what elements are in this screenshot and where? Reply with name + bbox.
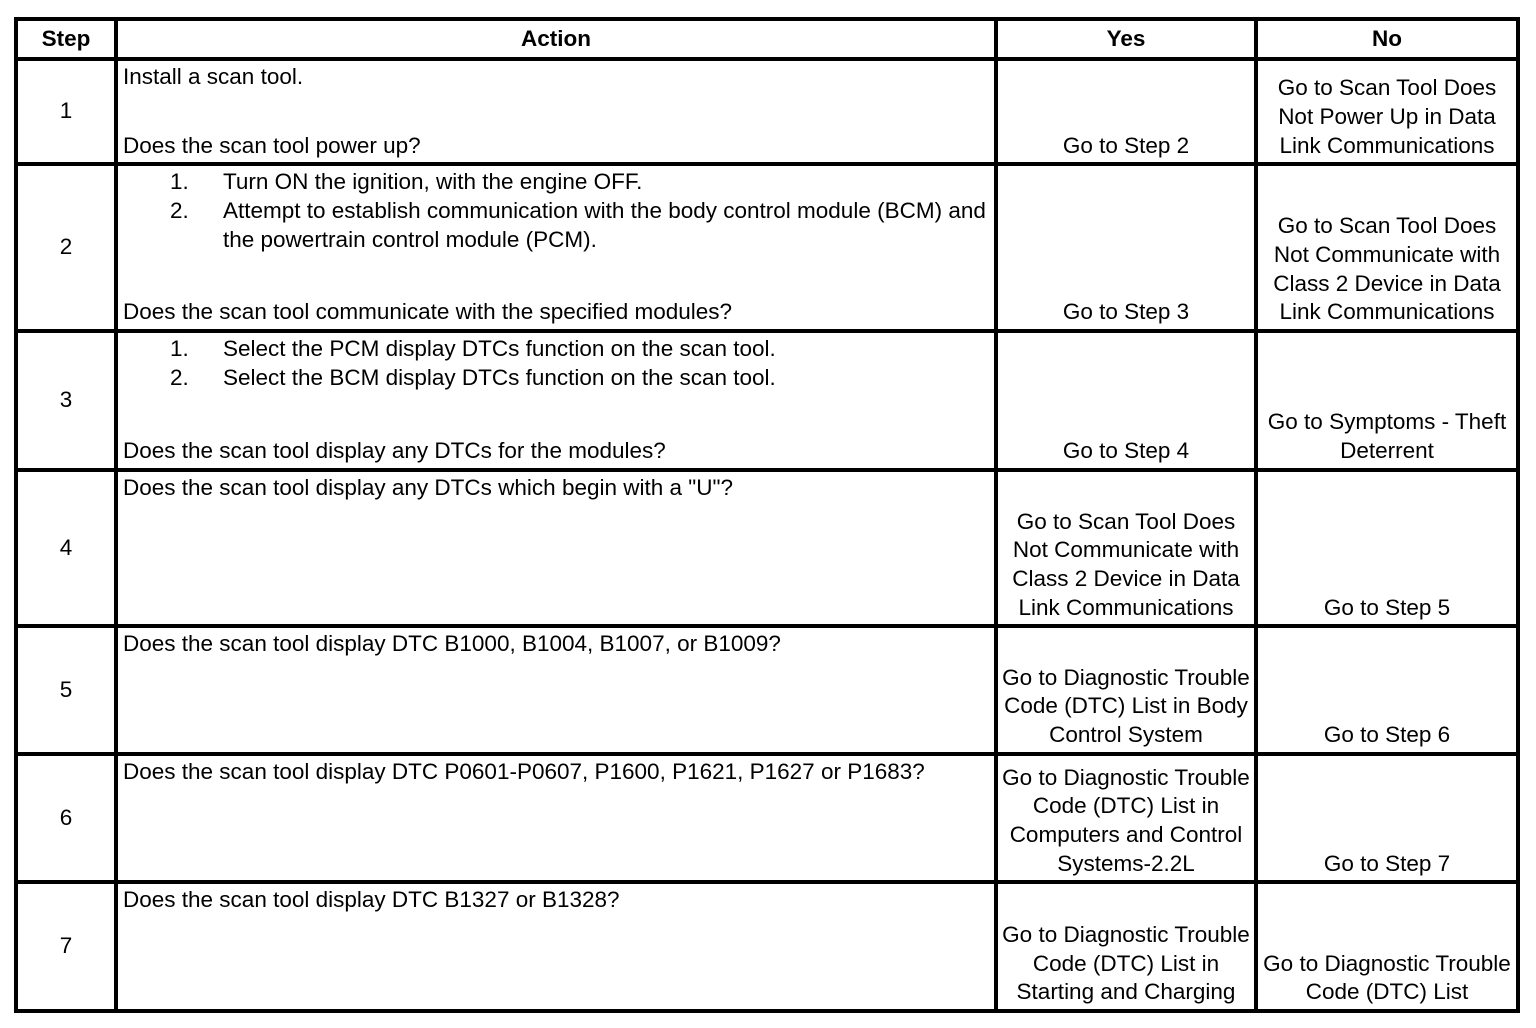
- table-row: [16, 331, 1518, 470]
- no-cell: Go to Scan Tool Does Not Communicate with Class 2 Device in Data Link Communications: [1256, 164, 1518, 331]
- action-cell: [116, 754, 996, 883]
- action-question: Does the scan tool display DTC B1327 or B1328?: [123, 887, 620, 913]
- substep-item: Select the BCM display DTCs function on the scan tool.: [223, 364, 776, 390]
- action-question: Does the scan tool display DTC P0601-P0607, P1600, P1621, P1627 or P1683?: [123, 758, 925, 784]
- yes-cell: Go to Step 4: [996, 331, 1256, 470]
- action-cell: [116, 470, 996, 627]
- action-question: Does the scan tool communicate with the specified modules?: [123, 299, 733, 325]
- action-question: Does the scan tool display DTC B1000, B1004, B1007, or B1009?: [123, 631, 781, 657]
- substep-item: Attempt to establish communication with the body control module (BCM) and the powertrain control module (PCM).: [223, 198, 986, 252]
- yes-cell: Go to Diagnostic Trouble Code (DTC) List in Starting and Charging: [996, 882, 1256, 1011]
- action-cell: [116, 331, 996, 470]
- yes-cell: Go to Diagnostic Trouble Code (DTC) List in Body Control System: [996, 626, 1256, 754]
- step-number: 3: [16, 331, 116, 470]
- diagnostic-table: [14, 17, 1520, 1013]
- action-cell: [116, 882, 996, 1011]
- step-number: 2: [16, 164, 116, 331]
- action-cell: [116, 59, 996, 164]
- action-cell: [116, 164, 996, 331]
- no-cell: Go to Step 6: [1256, 626, 1518, 754]
- table-row: [16, 164, 1518, 331]
- table-row: [16, 470, 1518, 627]
- no-cell: Go to Step 7: [1256, 754, 1518, 883]
- header-no: No: [1256, 19, 1518, 59]
- action-question: Does the scan tool display any DTCs for the modules?: [123, 438, 666, 463]
- substep-list: [123, 335, 990, 392]
- action-question: Does the scan tool power up?: [123, 132, 421, 158]
- no-cell: Go to Step 5: [1256, 470, 1518, 627]
- table-row: [16, 754, 1518, 883]
- step-number: 4: [16, 470, 116, 627]
- header-step: Step: [16, 19, 116, 59]
- table-row: [16, 59, 1518, 164]
- step-number: 5: [16, 626, 116, 754]
- yes-cell: Go to Diagnostic Trouble Code (DTC) List in Computers and Control Systems-2.2L: [996, 754, 1256, 883]
- no-cell: Go to Symptoms - Theft Deterrent: [1256, 331, 1518, 470]
- yes-cell: Go to Step 3: [996, 164, 1256, 331]
- substep-item: Turn ON the ignition, with the engine OFF.: [223, 169, 643, 195]
- table-row: [16, 882, 1518, 1011]
- substep-list: [123, 168, 990, 254]
- step-number: 6: [16, 754, 116, 883]
- no-cell: Go to Diagnostic Trouble Code (DTC) List: [1256, 882, 1518, 1011]
- step-number: 1: [16, 59, 116, 164]
- action-intro: Install a scan tool.: [123, 64, 304, 89]
- action-cell: [116, 626, 996, 754]
- header-row: [16, 19, 1518, 59]
- header-yes: Yes: [996, 19, 1256, 59]
- action-question: Does the scan tool display any DTCs which begin with a "U"?: [123, 474, 734, 500]
- header-action: Action: [116, 19, 996, 59]
- yes-cell: Go to Scan Tool Does Not Communicate with Class 2 Device in Data Link Communications: [996, 470, 1256, 627]
- substep-item: Select the PCM display DTCs function on the scan tool.: [223, 336, 776, 362]
- yes-cell: Go to Step 2: [996, 59, 1256, 164]
- step-number: 7: [16, 882, 116, 1011]
- no-cell: Go to Scan Tool Does Not Power Up in Data Link Communications: [1256, 59, 1518, 164]
- table-row: [16, 626, 1518, 754]
